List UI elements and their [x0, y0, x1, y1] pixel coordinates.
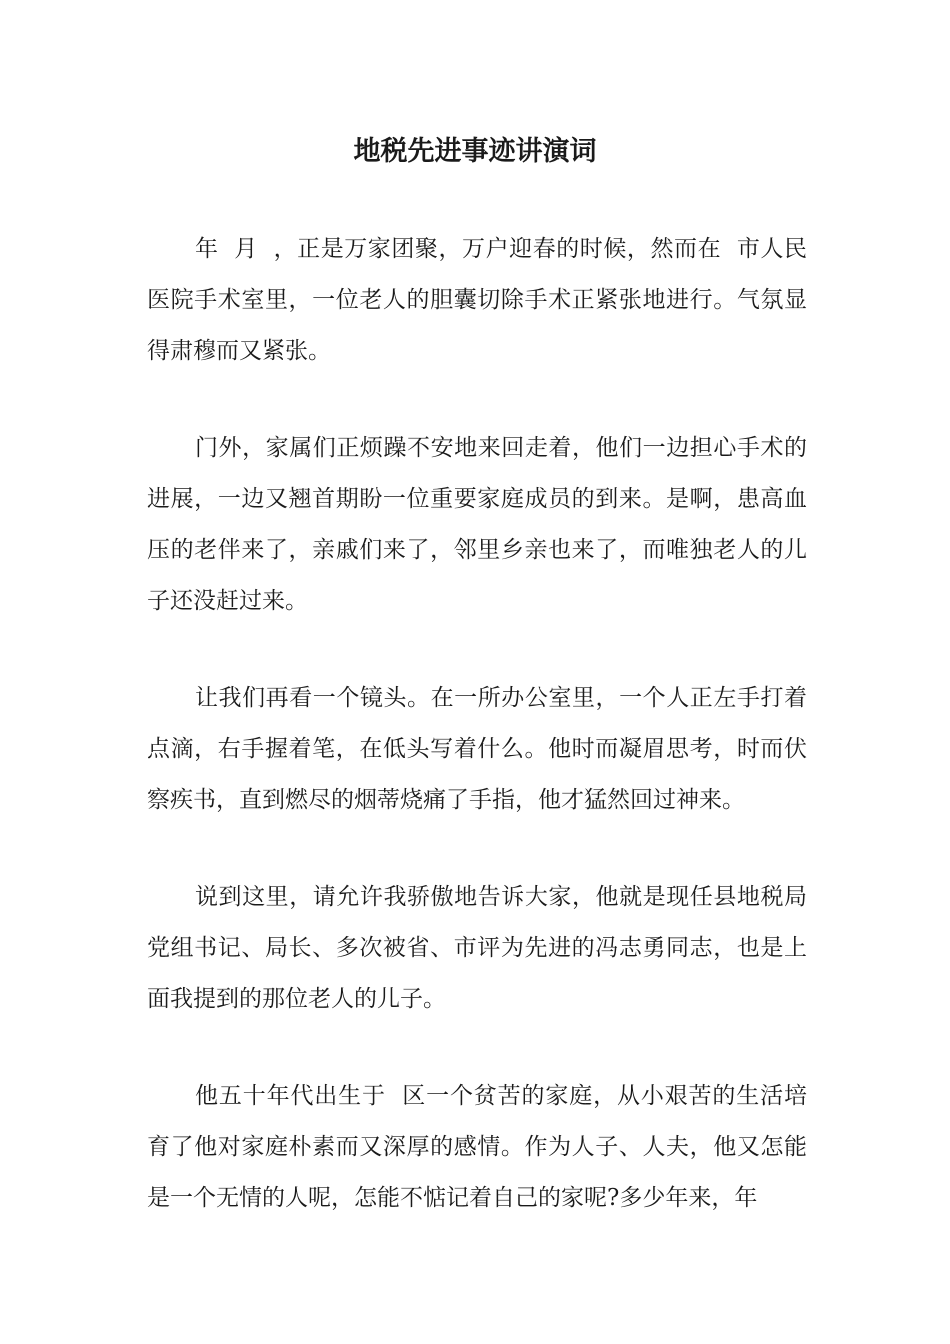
paragraph-spacer — [147, 1025, 807, 1071]
paragraph-spacer — [147, 826, 807, 872]
paragraph-3: 让我们再看一个镜头。在一所办公室里，一个人正左手打着点滴，右手握着笔，在低头写着什么。他时而凝眉思考，时而伏察疾书，直到燃尽的烟蒂烧痛了手指，他才猛然回过神来。 — [147, 685, 807, 813]
paragraph-4: 说到这里，请允许我骄傲地告诉大家，他就是现任县地税局党组书记、局长、多次被省、市评为先进的冯志勇同志，也是上面我提到的那位老人的儿子。 — [147, 884, 807, 1012]
paragraph-spacer — [147, 377, 807, 423]
document-body — [147, 224, 807, 1224]
paragraph-spacer — [147, 627, 807, 673]
paragraph-5: 他五十年代出生于 区一个贫苦的家庭，从小艰苦的生活培育了他对家庭朴素而又深厚的感情。作为人子、人夫，他又怎能是一个无情的人呢，怎能不惦记着自己的家呢?多少年来，年 — [147, 1083, 807, 1211]
paragraph-2: 门外，家属们正烦躁不安地来回走着，他们一边担心手术的进展，一边又翘首期盼一位重要家庭成员的到来。是啊，患高血压的老伴来了，亲戚们来了，邻里乡亲也来了，而唯独老人的儿子还没赶过来。 — [147, 435, 807, 614]
document-title: 地税先进事迹讲演词 — [353, 136, 597, 167]
paragraph-1: 年 月 ，正是万家团聚，万户迎春的时候，然而在 市人民医院手术室里，一位老人的胆囊切除手术正紧张地进行。气氛显得肃穆而又紧张。 — [147, 236, 807, 364]
